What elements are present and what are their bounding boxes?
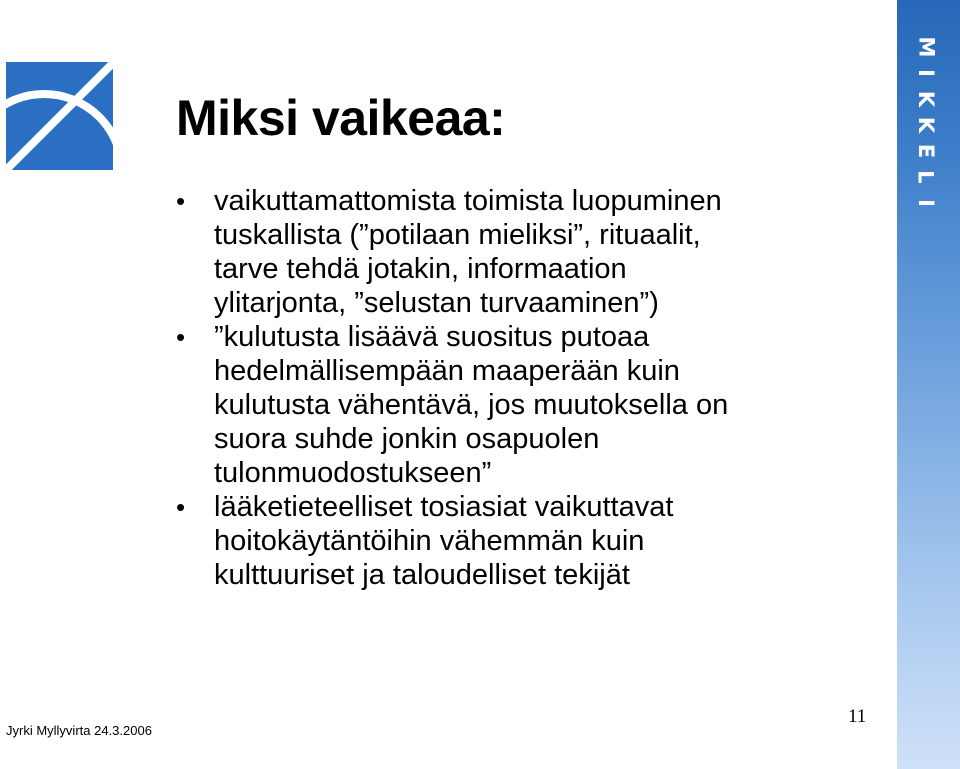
side-letter: I xyxy=(913,199,938,207)
bullet-line: kulutusta vähentävä, jos muutoksella on xyxy=(214,389,729,421)
page-number: 11 xyxy=(848,706,867,727)
bullet-line: tulonmuodostukseen” xyxy=(214,457,492,489)
bullet-line: lääketieteelliset tosiasiat vaikuttavat xyxy=(214,491,674,523)
bullet-line: tarve tehdä jotakin, informaation xyxy=(214,253,627,285)
bullet-icon: • xyxy=(176,492,186,522)
bullet-line: suora suhde jonkin osapuolen xyxy=(214,423,600,455)
side-letter: K xyxy=(914,90,938,108)
slide-title: Miksi vaikeaa: xyxy=(176,90,506,146)
side-letter: L xyxy=(913,170,938,184)
bullet-icon: • xyxy=(176,186,186,216)
side-letter: K xyxy=(914,116,938,134)
footer-author: Jyrki Myllyvirta 24.3.2006 xyxy=(6,723,152,738)
side-letter: I xyxy=(913,69,938,77)
bullet-line: hedelmällisempään maaperään kuin xyxy=(214,355,680,387)
bullet-item xyxy=(176,184,856,320)
bullet-line: hoitokäytäntöihin vähemmän kuin xyxy=(214,525,645,557)
side-wordmark xyxy=(904,34,948,216)
bullet-line: tuskallista (”potilaan mieliksi”, rituaalit, xyxy=(214,219,701,251)
side-letter: M xyxy=(914,36,938,58)
bullet-list xyxy=(176,184,856,592)
bullet-item xyxy=(176,490,856,592)
bullet-line: vaikuttamattomista toimista luopuminen xyxy=(214,185,722,217)
mikkeli-logo-icon xyxy=(6,62,113,170)
bullet-line: kulttuuriset ja taloudelliset tekijät xyxy=(214,559,630,591)
bullet-item xyxy=(176,320,856,490)
bullet-icon: • xyxy=(176,322,186,352)
bullet-line: ”kulutusta lisäävä suositus putoaa xyxy=(214,321,650,353)
side-letter: E xyxy=(913,143,938,159)
bullet-line: ylitarjonta, ”selustan turvaaminen”) xyxy=(214,287,659,319)
